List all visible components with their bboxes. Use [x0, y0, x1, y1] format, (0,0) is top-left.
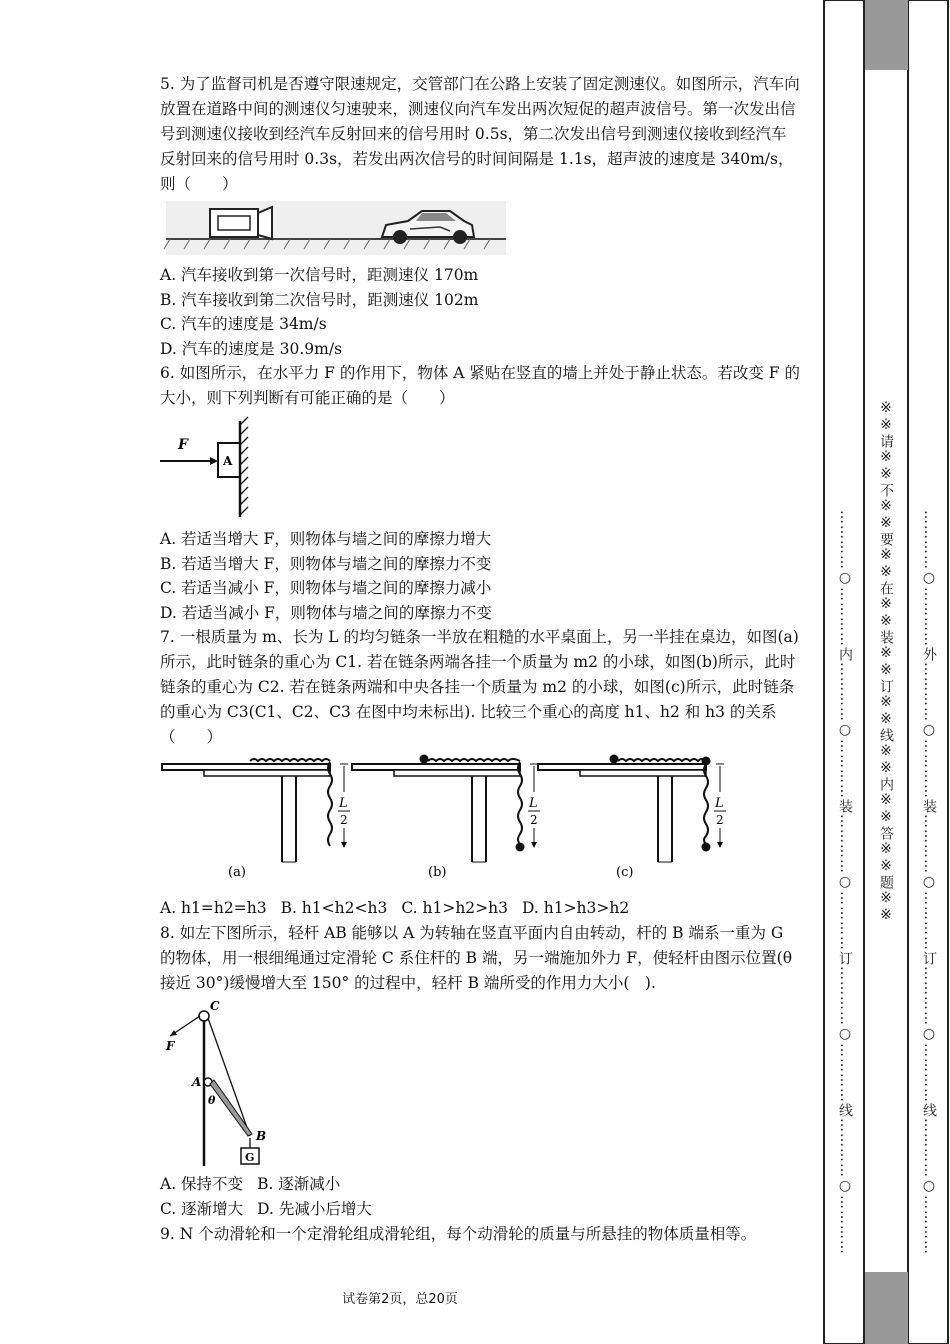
q7-option-c: C. h1>h2>h3	[401, 899, 508, 917]
q8-label-g: G	[245, 1151, 255, 1164]
q8-label-f: F	[166, 1039, 175, 1053]
q7-option-b: B. h1<h2<h3	[280, 899, 388, 917]
binding-margin	[822, 0, 950, 1344]
q5-figure	[160, 199, 510, 259]
q6-option-d: D. 若适当减小 F，则物体与墙之间的摩擦力不变	[160, 603, 492, 622]
q8-option-b: B. 逐渐减小	[257, 1175, 341, 1193]
q8-figure	[160, 998, 280, 1168]
speed-meter-box	[210, 209, 258, 237]
q7-figure	[160, 752, 760, 892]
q8-pulley-c	[199, 1011, 209, 1021]
q7-c-len-bottom: 2	[716, 813, 724, 827]
q7-b-len-top: L	[529, 796, 538, 811]
q7-b-len-bottom: 2	[530, 813, 538, 827]
binding-warning: ※※请※※不※※要※※在※※装※※订※※线※※内※※答※※题※※	[878, 400, 894, 924]
binding-grey-bottom	[865, 1272, 908, 1344]
q6-text: 6. 如图所示，在水平力 F 的作用下，物体 A 紧贴在竖直的墙上并处于静止状态。若改变 F 的大小，则下列判断有可能正确的是（ ）	[160, 364, 800, 407]
q7-caption-c: (c)	[616, 865, 634, 880]
q7-b-ball-hanging	[516, 843, 525, 852]
q8-option-a: A. 保持不变	[160, 1175, 244, 1193]
q8-label-a: A	[192, 1075, 202, 1089]
q7-panel-c	[538, 755, 726, 881]
q7-c-len-top: L	[715, 796, 724, 811]
q6-block-label: A	[223, 454, 233, 468]
q7-option-d: D. h1>h3>h2	[522, 899, 630, 917]
q8-label-b: B	[256, 1129, 267, 1143]
q8-label-theta: θ	[208, 1094, 216, 1107]
q7-a-len-top: L	[339, 796, 348, 811]
q5-option-c: C. 汽车的速度是 34m/s	[160, 315, 327, 333]
binding-grey-top	[865, 0, 908, 70]
q8-option-c: C. 逐渐增大	[160, 1200, 244, 1218]
binding-outer-line: …………○…………外…………○…………装…………○…………订…………○…………线…………○…………	[921, 510, 937, 1255]
q8-option-d: D. 先减小后增大	[257, 1200, 372, 1218]
q5-text: 5. 为了监督司机是否遵守限速规定，交管部门在公路上安装了固定测速仪。如图所示，汽车向放置在道路中间的测速仪匀速驶来，测速仪向汽车发出两次短促的超声波信号。第一次发出信号到测速仪接收到经汽车反射回来的信号用时 0.5s，第二次发出信号到测速仪接收到经汽车反射回来的信号用时 0.3s，若发出两次信号的时间间隔是 1.1s，超声波的速度是 340m/s，则（ ）	[160, 75, 800, 193]
q5-option-b: B. 汽车接收到第二次信号时，距测速仪 102m	[160, 290, 479, 309]
q6-option-c: C. 若适当减小 F，则物体与墙之间的摩擦力减小	[160, 579, 492, 597]
q7-a-len-bottom: 2	[340, 813, 348, 827]
q5-option-d: D. 汽车的速度是 30.9m/s	[160, 339, 343, 358]
q7-panel-a	[162, 759, 350, 880]
q7-option-a: A. h1=h2=h3	[160, 899, 267, 917]
q7-b-ball-end	[420, 755, 429, 764]
q9-text: 9. N 个动滑轮和一个定滑轮组成滑轮组，每个动滑轮的质量与所悬挂的物体质量相等。	[160, 1225, 757, 1243]
q7-panel-b	[352, 755, 540, 881]
q8-text: 8. 如左下图所示，轻杆 AB 能够以 A 为转轴在竖直平面内自由转动，杆的 B 端系一重为 G 的物体，用一根细绳通过定滑轮 C 系住杆的 B 端，另一端施加外力 F，使轻杆由图示位置(θ 接近 30°)缓慢增大至 150° 的过程中，轻杆 B 端所受的作用力大小( ).	[160, 924, 793, 992]
page-footer: 试卷第2页，总20页	[342, 1292, 458, 1307]
q7-caption-a: (a)	[228, 865, 246, 880]
q8-options-row1	[160, 1172, 800, 1197]
q7-options	[160, 896, 800, 921]
q6-option-a: A. 若适当增大 F，则物体与墙之间的摩擦力增大	[160, 530, 492, 548]
q7-c-ball-end	[610, 755, 619, 764]
q6-figure	[160, 413, 280, 523]
q7-caption-b: (b)	[428, 865, 447, 880]
binding-inner-line: …………○…………内…………○…………装…………○…………订…………○…………线…………○…………	[837, 510, 853, 1255]
q6-option-b: B. 若适当增大 F，则物体与墙之间的摩擦力不变	[160, 554, 492, 573]
q8-label-c: C	[210, 999, 220, 1013]
q7-text: 7. 一根质量为 m、长为 L 的均匀链条一半放在粗糙的水平桌面上，另一半挂在桌边，如图(a)所示，此时链条的重心为 C1. 若在链条两端各挂一个质量为 m2 的小球，如图(b)所示，此时链条的重心为 C2. 若在链条两端和中央各挂一个质量为 m2 的小球，如图(c)所示，此时链条的重心为 C3(C1、C2、C3 在图中均未标出). 比较三个重心的高度 h1、h2 和 h3 的关系（ ）	[160, 628, 799, 746]
q7-c-ball-hanging	[702, 843, 711, 852]
q5-option-a: A. 汽车接收到第一次信号时，距测速仪 170m	[160, 266, 479, 284]
q8-options-row2	[160, 1197, 800, 1222]
q6-force-label: F	[178, 437, 188, 453]
question-sheet	[160, 72, 800, 1247]
